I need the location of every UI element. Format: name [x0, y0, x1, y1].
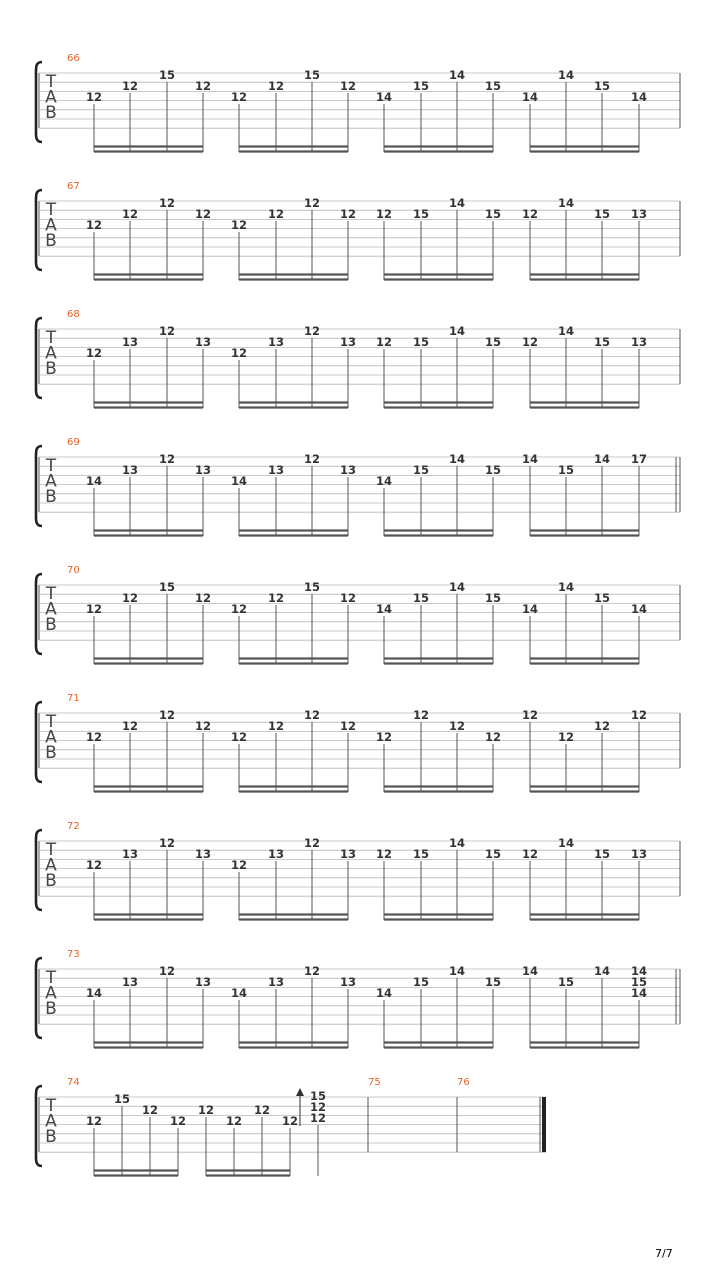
fret-number: 14 — [375, 602, 393, 616]
tab-clef-t: T — [45, 1096, 57, 1116]
measure-number: 74 — [67, 1077, 80, 1088]
measure-number: 75 — [368, 1077, 381, 1088]
fret-number: 12 — [339, 207, 357, 221]
measure-number: 72 — [67, 821, 80, 832]
fret-number: 15 — [113, 1092, 131, 1106]
tab-clef-b: B — [45, 231, 57, 251]
fret-number: 14 — [230, 986, 248, 1000]
fret-number: 12 — [121, 719, 139, 733]
fret-number: 12 — [230, 602, 248, 616]
fret-number: 12 — [85, 1114, 103, 1128]
tab-clef-t: T — [45, 456, 57, 476]
fret-number: 12 — [375, 335, 393, 349]
fret-number: 12 — [85, 730, 103, 744]
fret-number: 15 — [412, 975, 430, 989]
fret-number: 15 — [593, 335, 611, 349]
fret-number: 14 — [521, 90, 539, 104]
fret-number: 12 — [85, 602, 103, 616]
fret-number: 12 — [521, 847, 539, 861]
fret-number: 14 — [85, 986, 103, 1000]
fret-number: 13 — [339, 975, 357, 989]
fret-number: 14 — [557, 580, 575, 594]
tab-clef-a: A — [45, 471, 57, 492]
fret-number: 13 — [630, 847, 648, 861]
fret-number: 12 — [593, 719, 611, 733]
fret-number: 14 — [375, 474, 393, 488]
fret-number: 15 — [484, 463, 502, 477]
fret-number: 12 — [253, 1103, 271, 1117]
measure-number: 70 — [67, 565, 80, 576]
tab-clef-t: T — [45, 968, 57, 988]
tab-system — [36, 309, 680, 408]
fret-number: 12 — [121, 591, 139, 605]
fret-number: 14 — [448, 836, 466, 850]
tab-system — [36, 821, 680, 920]
tab-clef-t: T — [45, 72, 57, 92]
fret-number: 12 — [309, 1111, 327, 1125]
fret-number: 12 — [158, 324, 176, 338]
fret-number: 12 — [521, 708, 539, 722]
fret-number: 13 — [267, 335, 285, 349]
fret-number: 13 — [121, 463, 139, 477]
fret-number: 13 — [339, 335, 357, 349]
fret-number: 13 — [121, 847, 139, 861]
fret-number: 14 — [630, 90, 648, 104]
fret-number: 12 — [267, 591, 285, 605]
tab-clef-b: B — [45, 743, 57, 763]
fret-number: 14 — [521, 452, 539, 466]
fret-number: 12 — [230, 346, 248, 360]
tab-clef-a: A — [45, 343, 57, 364]
fret-number: 14 — [557, 68, 575, 82]
arpeggio-arrow-icon — [296, 1088, 304, 1096]
fret-number: 12 — [194, 79, 212, 93]
fret-number: 15 — [484, 207, 502, 221]
fret-number: 13 — [267, 975, 285, 989]
fret-number: 12 — [85, 218, 103, 232]
fret-number: 15 — [484, 591, 502, 605]
final-barline — [542, 1097, 546, 1152]
tab-system — [36, 949, 680, 1048]
fret-number: 14 — [448, 580, 466, 594]
fret-number: 13 — [267, 463, 285, 477]
tab-system — [36, 437, 680, 536]
fret-number: 15 — [158, 68, 176, 82]
tab-clef-t: T — [45, 328, 57, 348]
fret-number: 14 — [557, 196, 575, 210]
fret-number: 12 — [448, 719, 466, 733]
fret-number: 12 — [141, 1103, 159, 1117]
fret-number: 15 — [412, 591, 430, 605]
tab-clef-a: A — [45, 727, 57, 748]
fret-number: 14 — [85, 474, 103, 488]
fret-number: 12 — [339, 79, 357, 93]
fret-number: 14 — [375, 986, 393, 1000]
fret-number: 14 — [557, 836, 575, 850]
fret-number: 12 — [225, 1114, 243, 1128]
tab-clef-a: A — [45, 599, 57, 620]
fret-number: 12 — [85, 858, 103, 872]
tab-system — [36, 693, 680, 792]
tab-clef-a: A — [45, 87, 57, 108]
fret-number: 12 — [194, 207, 212, 221]
tab-system-last — [36, 1077, 546, 1176]
fret-number: 12 — [230, 90, 248, 104]
fret-number: 15 — [158, 580, 176, 594]
fret-number: 12 — [412, 708, 430, 722]
fret-number: 13 — [194, 975, 212, 989]
fret-number: 15 — [593, 207, 611, 221]
fret-number: 12 — [230, 858, 248, 872]
fret-number: 14 — [375, 90, 393, 104]
fret-number: 12 — [267, 207, 285, 221]
fret-number: 14 — [557, 324, 575, 338]
fret-number: 12 — [121, 79, 139, 93]
fret-number: 14 — [448, 68, 466, 82]
fret-number: 15 — [630, 975, 648, 989]
fret-number: 12 — [194, 591, 212, 605]
fret-number: 12 — [303, 708, 321, 722]
fret-number: 14 — [521, 964, 539, 978]
fret-number: 12 — [303, 452, 321, 466]
fret-number: 12 — [339, 591, 357, 605]
tab-clef-t: T — [45, 840, 57, 860]
measure-number: 73 — [67, 949, 80, 960]
fret-number: 14 — [593, 964, 611, 978]
tab-clef-b: B — [45, 1127, 57, 1147]
fret-number: 12 — [230, 730, 248, 744]
fret-number: 15 — [309, 1089, 327, 1103]
fret-number: 12 — [85, 90, 103, 104]
fret-number: 15 — [557, 975, 575, 989]
tab-clef-a: A — [45, 983, 57, 1004]
fret-number: 12 — [194, 719, 212, 733]
fret-number: 15 — [412, 79, 430, 93]
fret-number: 12 — [230, 218, 248, 232]
fret-number: 15 — [484, 847, 502, 861]
fret-number: 12 — [158, 452, 176, 466]
tab-system — [36, 181, 680, 280]
fret-number: 12 — [630, 708, 648, 722]
fret-number: 12 — [375, 730, 393, 744]
tab-clef-b: B — [45, 487, 57, 507]
measure-number: 71 — [67, 693, 80, 704]
tab-clef-b: B — [45, 615, 57, 635]
fret-number: 13 — [339, 463, 357, 477]
tab-system — [36, 565, 680, 664]
fret-number: 12 — [169, 1114, 187, 1128]
fret-number: 15 — [593, 79, 611, 93]
tab-clef-b: B — [45, 359, 57, 379]
tab-clef-a: A — [45, 215, 57, 236]
fret-number: 14 — [448, 324, 466, 338]
fret-number: 14 — [230, 474, 248, 488]
measure-number: 68 — [67, 309, 80, 320]
fret-number: 12 — [85, 346, 103, 360]
fret-number: 14 — [521, 602, 539, 616]
fret-number: 14 — [448, 964, 466, 978]
fret-number: 14 — [630, 602, 648, 616]
fret-number: 12 — [303, 324, 321, 338]
fret-number: 12 — [158, 964, 176, 978]
tab-system — [36, 53, 680, 152]
fret-number: 12 — [197, 1103, 215, 1117]
fret-number: 15 — [484, 79, 502, 93]
fret-number: 15 — [593, 847, 611, 861]
fret-number: 12 — [303, 196, 321, 210]
fret-number: 15 — [303, 68, 321, 82]
fret-number: 12 — [158, 836, 176, 850]
fret-number: 13 — [194, 335, 212, 349]
fret-number: 12 — [339, 719, 357, 733]
fret-number: 14 — [630, 964, 648, 978]
fret-number: 15 — [303, 580, 321, 594]
measure-number: 67 — [67, 181, 80, 192]
measure-number: 76 — [457, 1077, 470, 1088]
fret-number: 12 — [557, 730, 575, 744]
fret-number: 15 — [484, 335, 502, 349]
fret-number: 12 — [303, 964, 321, 978]
tab-clef-t: T — [45, 584, 57, 604]
fret-number: 14 — [593, 452, 611, 466]
fret-number: 15 — [593, 591, 611, 605]
fret-number: 13 — [121, 335, 139, 349]
page-number-text: 7/7 — [655, 1247, 673, 1260]
fret-number: 12 — [309, 1100, 327, 1114]
fret-number: 12 — [303, 836, 321, 850]
fret-number: 13 — [121, 975, 139, 989]
measure-number: 69 — [67, 437, 80, 448]
measure-number: 66 — [67, 53, 80, 64]
fret-number: 14 — [448, 452, 466, 466]
fret-number: 13 — [194, 463, 212, 477]
fret-number: 12 — [281, 1114, 299, 1128]
fret-number: 15 — [412, 847, 430, 861]
fret-number: 15 — [557, 463, 575, 477]
tab-clef-a: A — [45, 855, 57, 876]
fret-number: 12 — [375, 847, 393, 861]
fret-number: 15 — [412, 335, 430, 349]
fret-number: 15 — [412, 463, 430, 477]
fret-number: 12 — [375, 207, 393, 221]
fret-number: 14 — [630, 986, 648, 1000]
fret-number: 13 — [630, 335, 648, 349]
fret-number: 12 — [521, 335, 539, 349]
fret-number: 13 — [194, 847, 212, 861]
fret-number: 12 — [484, 730, 502, 744]
fret-number: 12 — [121, 207, 139, 221]
tab-clef-b: B — [45, 999, 57, 1019]
fret-number: 13 — [267, 847, 285, 861]
page-number — [655, 1244, 673, 1262]
tab-clef-b: B — [45, 871, 57, 891]
fret-number: 12 — [158, 708, 176, 722]
fret-number: 12 — [267, 719, 285, 733]
fret-number: 17 — [630, 452, 648, 466]
fret-number: 12 — [158, 196, 176, 210]
fret-number: 15 — [412, 207, 430, 221]
fret-number: 12 — [521, 207, 539, 221]
fret-number: 12 — [267, 79, 285, 93]
fret-number: 13 — [339, 847, 357, 861]
fret-number: 13 — [630, 207, 648, 221]
tab-clef-b: B — [45, 103, 57, 123]
tab-clef-a: A — [45, 1111, 57, 1132]
tab-clef-t: T — [45, 712, 57, 732]
fret-number: 14 — [448, 196, 466, 210]
fret-number: 15 — [484, 975, 502, 989]
tab-clef-t: T — [45, 200, 57, 220]
